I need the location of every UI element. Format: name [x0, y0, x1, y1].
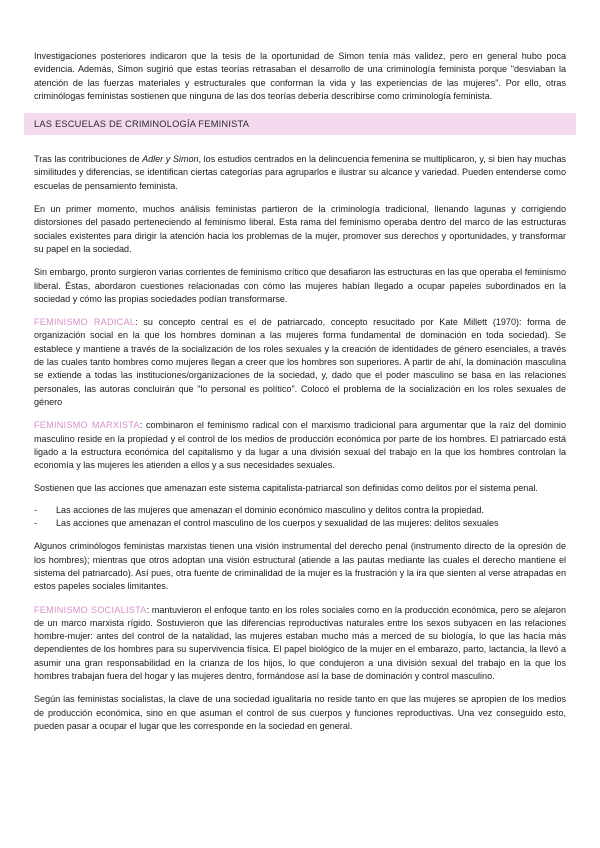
- document-page: [34, 50, 566, 733]
- paragraph-critical: Sin embargo, pronto surgieron varias corrientes de feminismo crítico que desafiaron las estructuras en las que operaba el feminismo liberal. Éstas, abordaron cuestiones relacionadas con cómo las mujeres habían llegado a ocupar papeles subordinados en la sociedad y cómo las propias sociedades podían transformarse.: [34, 267, 566, 304]
- section-heading: LAS ESCUELAS DE CRIMINOLOGÍA FEMINISTA: [34, 119, 250, 130]
- paragraph-instrumental: Algunos criminólogos feministas marxistas tienen una visión instrumental del derecho penal (instrumento directo de la opresión de los hombres); mientras que otros adoptan una visión estructural (atiende a las pautas mediante las cuales el derecho mantiene el sistema del patriarcado). Así pues, otra fuente de criminalidad de la mujer es la frustración y la ira que sienten al verse atrapadas en estos papeles sociales limitantes.: [34, 541, 566, 592]
- authors-italic: Adler y Simon: [142, 154, 199, 165]
- paragraph-socialista: FEMINISMO SOCIALISTA: mantuvieron el enfoque tanto en los roles sociales como en la producción económica, pero se alejaron de un marco marxista rígido. Sostuvieron que las diferencias reproductivas naturales entre los sexos subyacen en las relaciones hombre-mujer: antes del control de la natalidad, las mujeres estaban mucho más a merced de su biología, lo que las hacía más dependientes de los hombres para su supervivencia física. El papel biológico de la mujer en el embarazo, parto, lactancia, la llevó a asumir una gran responsabilidad en la crianza de los hijos, lo que condujeron a una división sexual del trabajo en la que los hombres trabajan fuera del hogar y las mujeres dentro, formándose así la base de dominación y control masculino.: [34, 604, 566, 681]
- paragraph-radical: FEMINISMO RADICAL: su concepto central es el de patriarcado, concepto resucitado por Kate Millett (1970): forma de organización social en la que los hombres dominan a las mujeres forma fundamental de dominación en toda sociedad). Se establece y mantiene a través de la socialización de los roles sexuales y la creación de identidades de género esenciales, a través de las cuales tanto hombres como mujeres llegan a creer que los hombres son superiores. A partir de ahí, la dominación masculina se extiende a todas las instituciones/organizaciones de la sociedad, y, dado que el poder masculino se basa en las relaciones personales, las autoras concluirán que "lo personal es político". Colocó el problema de la socialización en los roles sexuales de género: [34, 317, 566, 407]
- radical-label: FEMINISMO RADICAL: [34, 317, 136, 328]
- socialista-label: FEMINISMO SOCIALISTA: [34, 604, 147, 615]
- intro-paragraph: Investigaciones posteriores indicaron que la tesis de la oportunidad de Simon tenía más validez, pero en general hubo poca evidencia. Además, Simon sugirió que estas teorías retrasaban el desarrollo de una criminología feminista porque "desviaban la atención de las fuerzas materiales y estructurales que conforman la vida y las experiencias de las mujeres". Por ello, otras criminólogas feministas sostienen que ninguna de las dos teorías debería describirse como criminología feminista.: [34, 51, 566, 101]
- paragraph-contributions: Tras las contribuciones de Adler y Simon, los estudios centrados en la delincuencia femenina se multiplicaron, y, si bien hay muchas similitudes y diferencias, se identifican ciertas categorías para agruparlos e ilustrar su alcance y variedad. Pueden entenderse como escuelas de pensamiento feminista.: [34, 154, 566, 191]
- paragraph-conclusion: Según las feministas socialistas, la clave de una sociedad igualitaria no reside tanto en que las mujeres se apropien de los medios de producción económica, sino en que asuman el control de sus cuerpos y funciones reproductivas. Una vez conseguido esto, pueden pasar a ocupar el lugar que les corresponde en la sociedad en general.: [34, 694, 566, 731]
- paragraph-liberal: En un primer momento, muchos análisis feministas partieron de la criminología tradicional, llenando lagunas y corrigiendo distorsiones del pasado perteneciendo al feminismo liberal. Esta rama del feminismo operaba dentro del marco de las estructuras sociales existentes para dirigir la atención hacia los problemas de la mujer, promover sus derechos y oportunidades, y transformar su papel en la sociedad.: [34, 204, 566, 254]
- section-heading-band: [24, 113, 576, 135]
- bullet-item: - Las acciones de las mujeres que amenazan el dominio económico masculino y delitos contra la propiedad.: [34, 504, 484, 515]
- marxista-label: FEMINISMO MARXISTA: [34, 420, 140, 431]
- paragraph-marxista: FEMINISMO MARXISTA: combinaron el feminismo radical con el marxismo tradicional para argumentar que la raíz del dominio masculino reside en la propiedad y el control de los medios de producción económica por parte de los hombres. El patriarcado está ligado a la estructura económica del capitalismo y da lugar a una división sexual del trabajo en la que los hombres controlan la economía y las mujeres les atienden a ellos y a sus necesidades sexuales.: [34, 420, 566, 471]
- paragraph-penal: Sostienen que las acciones que amenazan este sistema capitalista-patriarcal son definidas como delitos por el sistema penal.: [34, 483, 538, 494]
- bullet-item: - Las acciones que amenazan el control masculino de los cuerpos y sexualidad de las mujeres: delitos sexuales: [34, 518, 499, 529]
